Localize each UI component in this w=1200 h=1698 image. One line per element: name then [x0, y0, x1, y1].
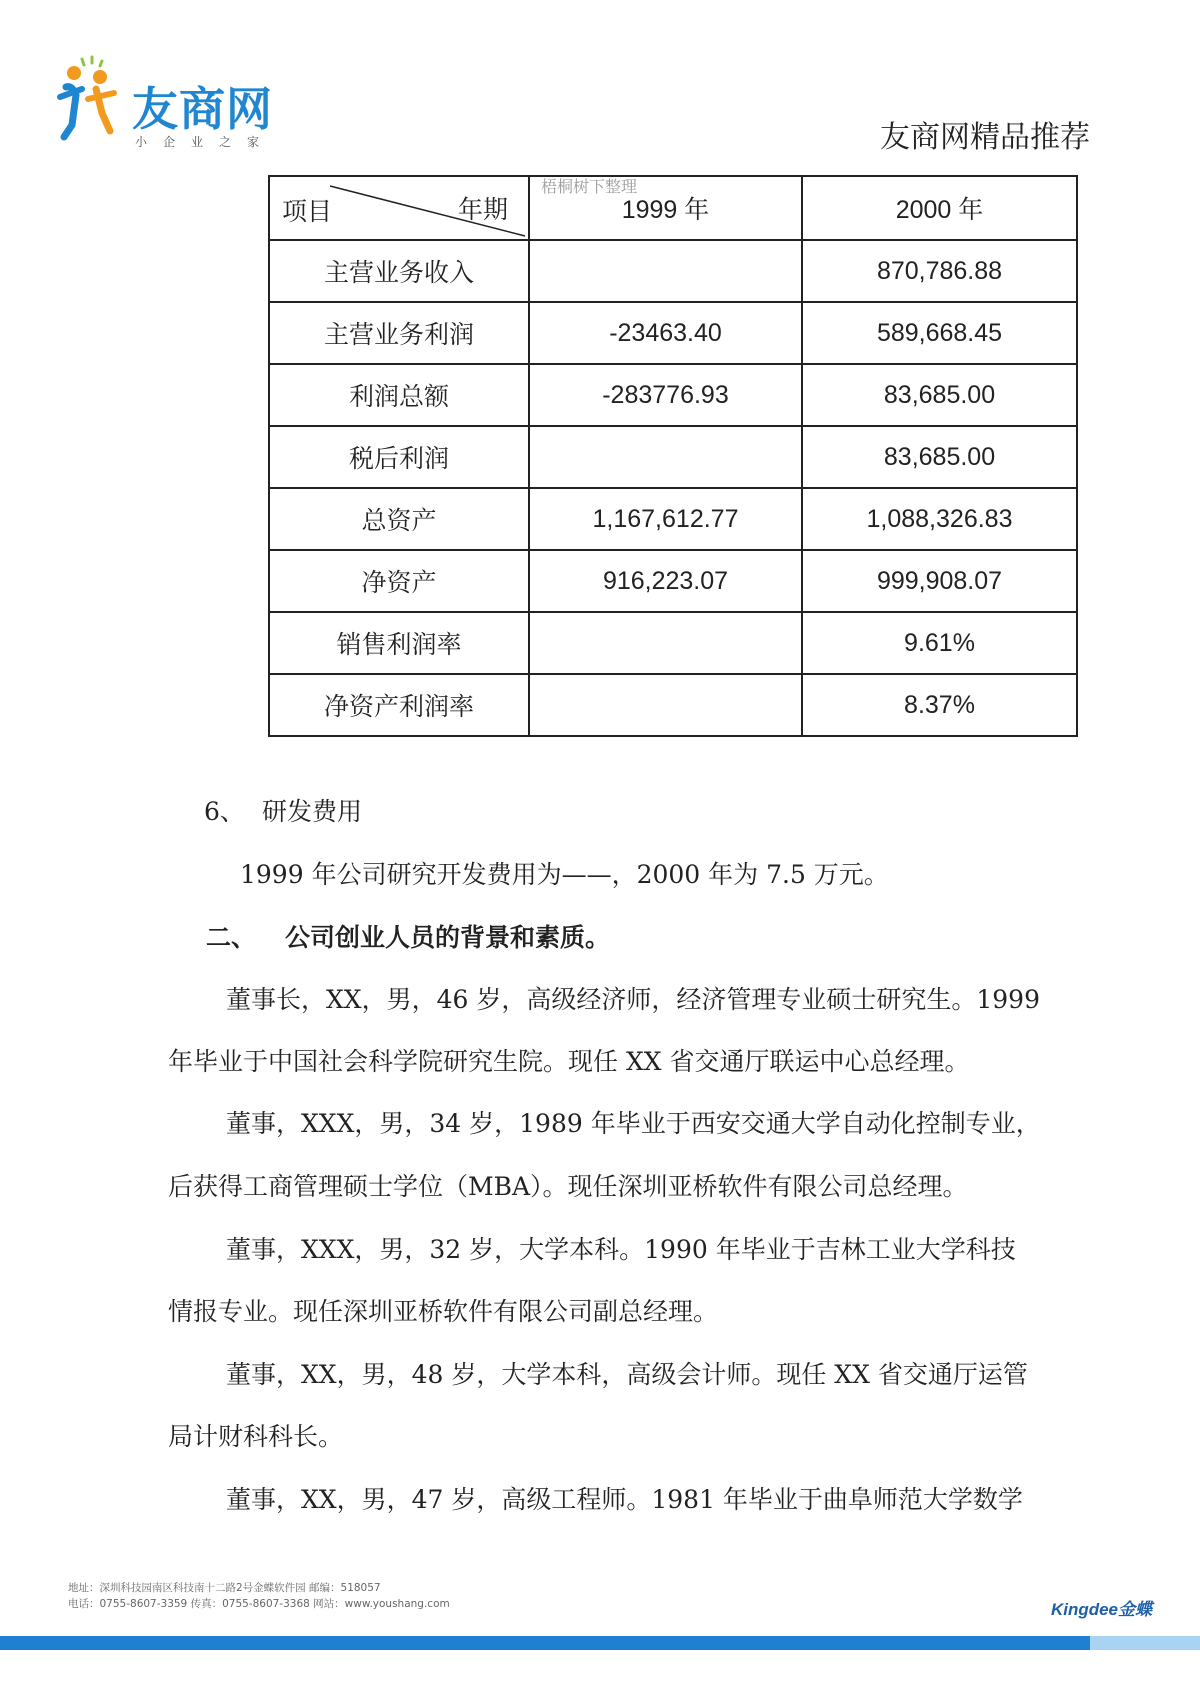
- logo-text: 友商网: [132, 82, 273, 136]
- row-label: 净资产利润率: [269, 674, 529, 736]
- paragraph-line: 董事，XX，男，47 岁，高级工程师。1981 年毕业于曲阜师范大学数学: [226, 1485, 1023, 1514]
- paragraph-line: 董事，XX，男，48 岁，大学本科，高级会计师。现任 XX 省交通厅运管: [226, 1360, 1028, 1389]
- brand-logo: [52, 55, 292, 149]
- cell-1999: 916,223.07: [529, 550, 802, 612]
- paragraph-line: 董事长，XX，男，46 岁，高级经济师，经济管理专业硕士研究生。1999: [226, 985, 1040, 1014]
- table-row: [269, 488, 1077, 550]
- table-row: [269, 612, 1077, 674]
- col-header-2000: 2000 年: [802, 176, 1077, 240]
- paragraph-line: 年毕业于中国社会科学院研究生院。现任 XX 省交通厅联运中心总经理。: [168, 1047, 970, 1076]
- cell-2000: 589,668.45: [802, 302, 1077, 364]
- kingdee-logo: Kingdee金蝶: [1050, 1600, 1152, 1619]
- section-2-number: 二、: [206, 923, 257, 952]
- table-header-row: [269, 176, 1077, 240]
- header-title: 友商网精品推荐: [880, 120, 1090, 155]
- table-row: [269, 674, 1077, 736]
- footer-address-line: 地址：深圳科技园南区科技南十二路2号金蝶软件园 邮编：518057: [68, 1582, 381, 1594]
- corner-cell: [269, 176, 529, 240]
- financial-table: [268, 175, 1078, 737]
- cell-2000: 9.61%: [802, 612, 1077, 674]
- cell-1999: [529, 240, 802, 302]
- corner-item-label: 项目: [282, 197, 333, 226]
- paragraph-line: 董事，XXX，男，34 岁，1989 年毕业于西安交通大学自动化控制专业，: [226, 1109, 1041, 1138]
- footer-bar-accent: [1090, 1636, 1200, 1650]
- paragraph-line: 董事，XXX，男，32 岁，大学本科。1990 年毕业于吉林工业大学科技: [226, 1235, 1016, 1264]
- section-6-title: 研发费用: [262, 797, 363, 826]
- cell-1999: [529, 426, 802, 488]
- cell-2000: 83,685.00: [802, 364, 1077, 426]
- row-label: 净资产: [269, 550, 529, 612]
- logo-tagline: 小企业之家: [135, 135, 276, 149]
- cell-2000: 8.37%: [802, 674, 1077, 736]
- cell-1999: [529, 674, 802, 736]
- row-label: 销售利润率: [269, 612, 529, 674]
- row-label: 税后利润: [269, 426, 529, 488]
- cell-1999: [529, 612, 802, 674]
- paragraph-line: 后获得工商管理硕士学位（MBA）。现任深圳亚桥软件有限公司总经理。: [168, 1172, 968, 1201]
- table-row: [269, 240, 1077, 302]
- table-row: [269, 364, 1077, 426]
- footer-contact-line: 电话：0755-8607-3359 传真：0755-8607-3368 网站：www.youshang.com: [68, 1598, 450, 1610]
- footer-contact: [68, 1580, 450, 1612]
- row-label: 利润总额: [269, 364, 529, 426]
- watermark-text: 梧桐树下整理: [541, 177, 638, 196]
- col-header-1999: 1999 年: [529, 176, 802, 240]
- section-2-title: 公司创业人员的背景和素质。: [285, 923, 611, 952]
- section-6-line: 1999 年公司研究开发费用为——，2000 年为 7.5 万元。: [240, 860, 889, 889]
- row-label: 主营业务利润: [269, 302, 529, 364]
- paragraph-line: 情报专业。现任深圳亚桥软件有限公司副总经理。: [168, 1297, 719, 1326]
- cell-1999: -283776.93: [529, 364, 802, 426]
- table-row: [269, 426, 1077, 488]
- footer-bar: [0, 1636, 1200, 1650]
- people-logo-icon: [52, 55, 132, 145]
- row-label: 主营业务收入: [269, 240, 529, 302]
- table-row: [269, 550, 1077, 612]
- cell-1999: 1,167,612.77: [529, 488, 802, 550]
- cell-2000: 83,685.00: [802, 426, 1077, 488]
- cell-1999: -23463.40: [529, 302, 802, 364]
- section-6-number: 6、: [204, 797, 245, 826]
- paragraph-line: 局计财科科长。: [168, 1422, 344, 1451]
- corner-period-label: 年期: [457, 195, 508, 224]
- cell-2000: 1,088,326.83: [802, 488, 1077, 550]
- table-row: [269, 302, 1077, 364]
- cell-2000: 870,786.88: [802, 240, 1077, 302]
- cell-2000: 999,908.07: [802, 550, 1077, 612]
- row-label: 总资产: [269, 488, 529, 550]
